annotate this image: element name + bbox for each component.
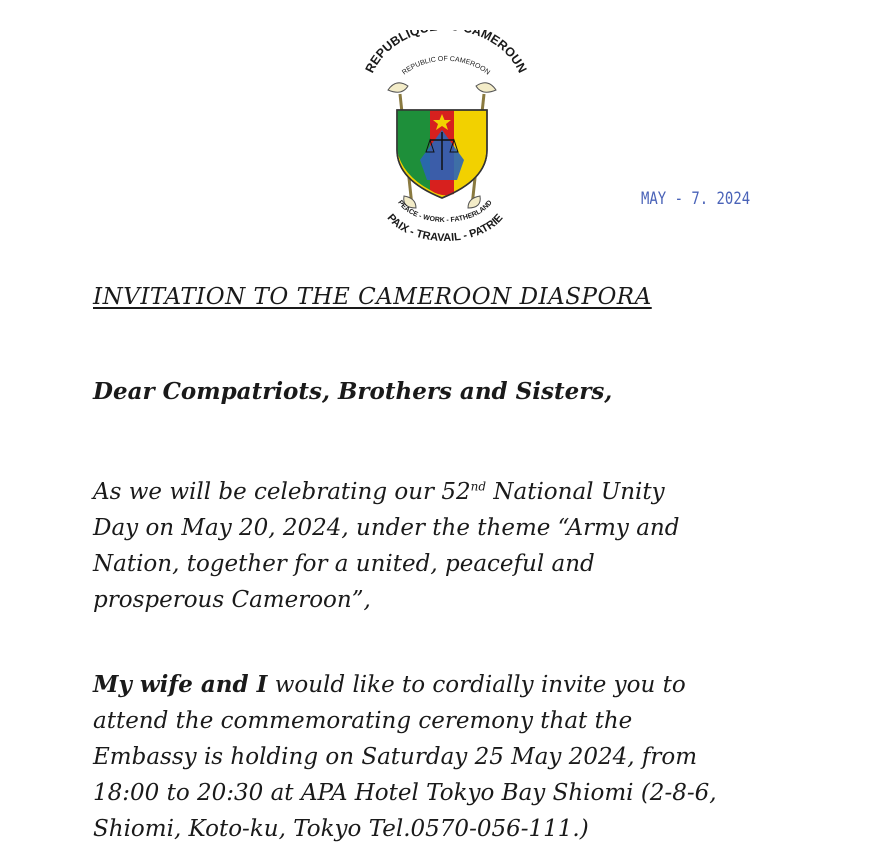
paragraph-line: As we will be celebrating our 52nd National Unity: [93, 479, 665, 505]
paragraph-celebration: [93, 474, 853, 618]
coat-of-arms-emblem: [352, 30, 532, 245]
emblem-inner-text: REPUBLIC OF CAMEROON: [401, 55, 491, 77]
greeting: Dear Compatriots, Brothers and Sisters,: [93, 378, 613, 405]
paragraph-line: 18:00 to 20:30 at APA Hotel Tokyo Bay Shiomi (2-8-6,: [93, 780, 717, 806]
emblem-motto-english: PEACE - WORK - FATHERLAND: [396, 199, 494, 225]
emblem-motto-french: PAIX - TRAVAIL - PATRIE: [384, 211, 506, 245]
paragraph-line: Embassy is holding on Saturday 25 May 2024, from: [93, 744, 698, 770]
paragraph-line: Nation, together for a united, peaceful and: [93, 551, 595, 577]
paragraph-line: My wife and I would like to cordially invite you to: [93, 671, 686, 698]
paragraph-line: Day on May 20, 2024, under the theme “Army and: [93, 515, 680, 541]
paragraph-invitation: [93, 667, 853, 847]
date-stamp: MAY - 7. 2024: [641, 189, 751, 209]
paragraph-line: prosperous Cameroon”,: [93, 587, 371, 613]
document-title: INVITATION TO THE CAMEROON DIASPORA: [93, 284, 652, 310]
paragraph-line: Shiomi, Koto-ku, Tokyo Tel.0570-056-111.): [93, 816, 589, 842]
emblem-outer-text: REPUBLIQ AMEROUN: [362, 30, 530, 76]
paragraph-line: attend the commemorating ceremony that the: [93, 708, 633, 734]
